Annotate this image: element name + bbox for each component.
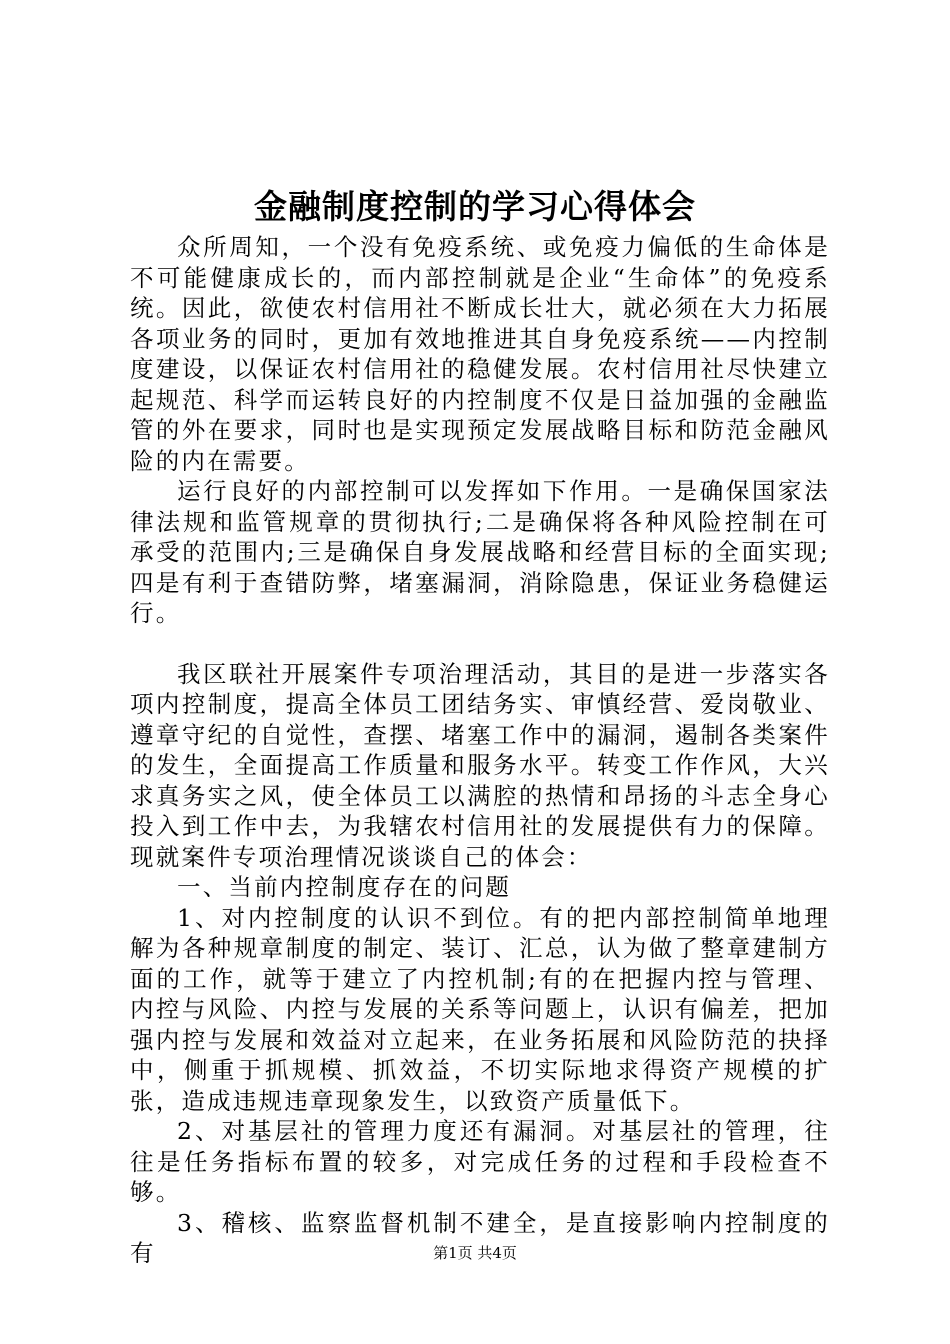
paragraph-point-1: 1、对内控制度的认识不到位。有的把内部控制简单地理解为各种规章制度的制定、装订、汇总，认为做了整章建制方面的工作，就等于建立了内控机制;有的在把握内控与管理、内控与风险、内控与发展的关系等问题上，认识有偏差，把加强内控与发展和效益对立起来，在业务拓展和风险防范的抉择中，侧重于抓规模、抓效益，不切实际地求得资产规模的扩张，造成违规违章现象发生，以致资产质量低下。 — [130, 903, 830, 1115]
document-title: 金融制度控制的学习心得体会 — [254, 187, 696, 226]
paragraph-functions: 运行良好的内部控制可以发挥如下作用。一是确保国家法律法规和监管规章的贯彻执行;二是确保将各种风险控制在可承受的范围内;三是确保自身发展战略和经营目标的全面实现;四是有利于查错防弊，堵塞漏洞，消除隐患，保证业务稳健运行。 — [130, 477, 830, 627]
document-body — [130, 232, 830, 1269]
paragraph-intro: 众所周知，一个没有免疫系统、或免疫力偏低的生命体是不可能健康成长的，而内部控制就是企业“生命体”的免疫系统。因此，欲使农村信用社不断成长壮大，就必须在大力拓展各项业务的同时，更加有效地推进其自身免疫系统——内控制度建设，以保证农村信用社的稳健发展。农村信用社尽快建立起规范、科学而运转良好的内控制度不仅是日益加强的金融监管的外在要求，同时也是实现预定发展战略目标和防范金融风险的内在需要。 — [130, 233, 830, 475]
paragraph-activity: 我区联社开展案件专项治理活动，其目的是进一步落实各项内控制度，提高全体员工团结务实、审慎经营、爱岗敬业、遵章守纪的自觉性，查摆、堵塞工作中的漏洞，遏制各类案件的发生，全面提高工作质量和服务水平。转变工作作风，大兴求真务实之风，使全体员工以满腔的热情和昂扬的斗志全身心投入到工作中去，为我辖农村信用社的发展提供有力的保障。现就案件专项治理情况谈谈自己的体会： — [130, 659, 830, 871]
paragraph-point-3: 3、稽核、监察监督机制不建全，是直接影响内控制度的有 — [130, 1208, 830, 1267]
page-number-footer: 第1页 共4页 — [433, 1244, 517, 1262]
section-heading-problems: 一、当前内控制度存在的问题 — [177, 873, 512, 901]
paragraph-point-2: 2、对基层社的管理力度还有漏洞。对基层社的管理，往往是任务指标布置的较多，对完成任务的过程和手段检查不够。 — [130, 1117, 830, 1206]
